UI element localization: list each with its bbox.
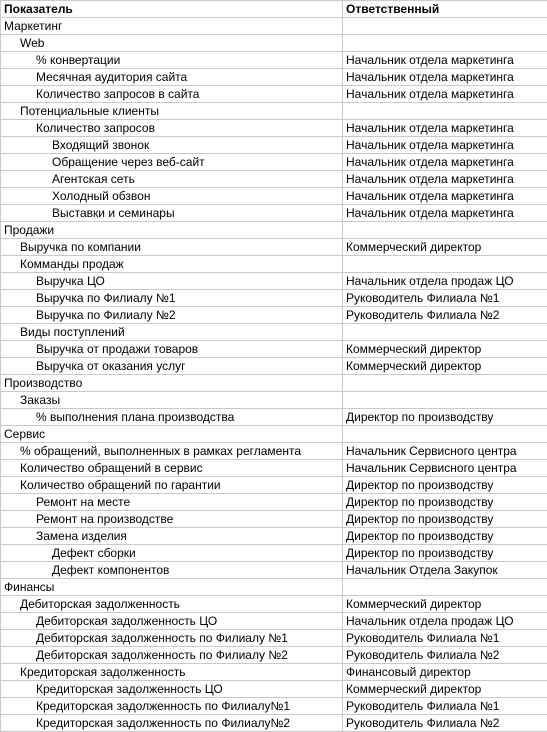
table-row xyxy=(1,239,547,256)
table-row xyxy=(1,205,547,222)
responsible-cell[interactable]: Руководитель Филиала №1 xyxy=(343,290,547,307)
indicator-cell[interactable]: Выручка от продажи товаров xyxy=(1,341,343,358)
table-row xyxy=(1,426,547,443)
indicator-cell[interactable]: Заказы xyxy=(1,392,343,409)
indicator-cell[interactable]: Выручка по Филиалу №2 xyxy=(1,307,343,324)
table-row xyxy=(1,545,547,562)
indicator-cell[interactable]: Финансы xyxy=(1,579,343,596)
table-row xyxy=(1,256,547,273)
responsible-cell[interactable] xyxy=(343,256,547,273)
table-row xyxy=(1,460,547,477)
responsible-cell[interactable]: Начальник отдела маркетинга xyxy=(343,137,547,154)
responsible-cell[interactable]: Начальник отдела продаж ЦО xyxy=(343,613,547,630)
indicator-cell[interactable]: Агентская сеть xyxy=(1,171,343,188)
table-row xyxy=(1,681,547,698)
indicator-cell[interactable]: Дефект компонентов xyxy=(1,562,343,579)
responsible-cell[interactable]: Директор по производству xyxy=(343,477,547,494)
responsible-cell[interactable] xyxy=(343,324,547,341)
responsible-cell[interactable]: Директор по производству xyxy=(343,545,547,562)
table-row xyxy=(1,375,547,392)
indicator-cell[interactable]: Виды поступлений xyxy=(1,324,343,341)
responsible-cell[interactable] xyxy=(343,35,547,52)
indicator-cell[interactable]: Количество запросов xyxy=(1,120,343,137)
table-row xyxy=(1,613,547,630)
responsible-cell[interactable]: Начальник отдела маркетинга xyxy=(343,171,547,188)
table-body xyxy=(1,18,547,732)
table-row xyxy=(1,188,547,205)
table-row xyxy=(1,698,547,715)
indicator-cell[interactable]: Дебиторская задолженность по Филиалу №1 xyxy=(1,630,343,647)
table-row xyxy=(1,477,547,494)
table-row xyxy=(1,562,547,579)
table-row xyxy=(1,409,547,426)
responsible-cell[interactable]: Начальник Сервисного центра xyxy=(343,443,547,460)
indicator-cell[interactable]: Web xyxy=(1,35,343,52)
indicator-cell[interactable]: Кредиторская задолженность ЦО xyxy=(1,681,343,698)
indicator-cell[interactable]: Дефект сборки xyxy=(1,545,343,562)
indicator-cell[interactable]: Дебиторская задолженность xyxy=(1,596,343,613)
table-row xyxy=(1,664,547,681)
responsible-cell[interactable]: Начальник Сервисного центра xyxy=(343,460,547,477)
table-row xyxy=(1,528,547,545)
responsible-cell[interactable]: Финансовый директор xyxy=(343,664,547,681)
responsible-cell[interactable]: Начальник отдела маркетинга xyxy=(343,205,547,222)
table-row xyxy=(1,18,547,35)
table-row xyxy=(1,511,547,528)
responsible-cell[interactable] xyxy=(343,103,547,120)
indicator-cell[interactable]: Кредиторская задолженность по Филиалу№2 xyxy=(1,715,343,732)
responsible-cell[interactable]: Директор по производству xyxy=(343,511,547,528)
table-row xyxy=(1,69,547,86)
responsible-cell[interactable]: Начальник отдела маркетинга xyxy=(343,52,547,69)
indicator-cell[interactable]: Сервис xyxy=(1,426,343,443)
indicator-cell[interactable]: Месячная аудитория сайта xyxy=(1,69,343,86)
indicator-cell[interactable]: Комманды продаж xyxy=(1,256,343,273)
responsible-cell[interactable]: Коммерческий директор xyxy=(343,681,547,698)
indicator-cell[interactable]: Ремонт на производстве xyxy=(1,511,343,528)
indicator-cell[interactable]: Входящий звонок xyxy=(1,137,343,154)
header-row xyxy=(1,1,547,18)
table-row xyxy=(1,154,547,171)
indicator-cell[interactable]: % обращений, выполненных в рамках регламента xyxy=(1,443,343,460)
indicator-cell[interactable]: Маркетинг xyxy=(1,18,343,35)
indicator-cell[interactable]: % конвертации xyxy=(1,52,343,69)
responsible-cell[interactable]: Руководитель Филиала №2 xyxy=(343,307,547,324)
responsible-cell[interactable]: Руководитель Филиала №1 xyxy=(343,630,547,647)
table-row xyxy=(1,579,547,596)
responsible-cell[interactable]: Директор по производству xyxy=(343,528,547,545)
indicator-cell[interactable]: Выручка от оказания услуг xyxy=(1,358,343,375)
responsible-cell[interactable] xyxy=(343,426,547,443)
indicator-cell[interactable]: Производство xyxy=(1,375,343,392)
table-row xyxy=(1,52,547,69)
indicator-cell[interactable]: Выручка по компании xyxy=(1,239,343,256)
responsible-cell[interactable] xyxy=(343,18,547,35)
responsible-cell[interactable]: Директор по производству xyxy=(343,494,547,511)
table-row xyxy=(1,392,547,409)
responsible-cell[interactable] xyxy=(343,375,547,392)
indicator-cell[interactable]: % выполнения плана производства xyxy=(1,409,343,426)
responsible-cell[interactable]: Директор по производству xyxy=(343,409,547,426)
responsible-cell[interactable]: Начальник отдела маркетинга xyxy=(343,69,547,86)
table-row xyxy=(1,35,547,52)
table-row xyxy=(1,443,547,460)
table-row xyxy=(1,171,547,188)
table-row xyxy=(1,630,547,647)
indicator-cell[interactable]: Потенциальные клиенты xyxy=(1,103,343,120)
indicator-cell[interactable]: Выставки и семинары xyxy=(1,205,343,222)
table-row xyxy=(1,647,547,664)
table-row xyxy=(1,358,547,375)
table-row xyxy=(1,86,547,103)
indicator-cell[interactable]: Дебиторская задолженность ЦО xyxy=(1,613,343,630)
indicator-cell[interactable]: Кредиторская задолженность по Филиалу№1 xyxy=(1,698,343,715)
responsible-cell[interactable] xyxy=(343,392,547,409)
responsible-cell[interactable]: Начальник отдела маркетинга xyxy=(343,188,547,205)
responsible-cell[interactable]: Начальник отдела маркетинга xyxy=(343,154,547,171)
responsible-cell[interactable]: Коммерческий директор xyxy=(343,358,547,375)
responsible-cell[interactable]: Коммерческий директор xyxy=(343,341,547,358)
indicator-cell[interactable]: Дебиторская задолженность по Филиалу №2 xyxy=(1,647,343,664)
indicator-cell[interactable]: Количество обращений по гарантии xyxy=(1,477,343,494)
responsible-cell[interactable]: Руководитель Филиала №1 xyxy=(343,698,547,715)
responsible-cell[interactable] xyxy=(343,222,547,239)
column-header-responsible[interactable]: Ответственный xyxy=(343,1,547,18)
table-row xyxy=(1,715,547,732)
indicator-cell[interactable]: Замена изделия xyxy=(1,528,343,545)
responsible-cell[interactable]: Начальник Отдела Закупок xyxy=(343,562,547,579)
table-row xyxy=(1,341,547,358)
responsible-cell[interactable]: Коммерческий директор xyxy=(343,596,547,613)
column-header-indicator[interactable]: Показатель xyxy=(1,1,343,18)
indicator-cell[interactable]: Кредиторская задолженность xyxy=(1,664,343,681)
table-row xyxy=(1,494,547,511)
indicator-cell[interactable]: Продажи xyxy=(1,222,343,239)
indicator-cell[interactable]: Выручка по Филиалу №1 xyxy=(1,290,343,307)
table-row xyxy=(1,137,547,154)
responsible-cell[interactable]: Руководитель Филиала №2 xyxy=(343,715,547,732)
indicator-cell[interactable]: Выручка ЦО xyxy=(1,273,343,290)
indicator-cell[interactable]: Количество запросов в сайта xyxy=(1,86,343,103)
table-row xyxy=(1,222,547,239)
indicator-cell[interactable]: Ремонт на месте xyxy=(1,494,343,511)
table-row xyxy=(1,120,547,137)
responsible-cell[interactable]: Начальник отдела маркетинга xyxy=(343,86,547,103)
table-row xyxy=(1,103,547,120)
table-row xyxy=(1,596,547,613)
indicator-cell[interactable]: Холодный обзвон xyxy=(1,188,343,205)
table-row xyxy=(1,324,547,341)
responsible-cell[interactable] xyxy=(343,579,547,596)
responsible-cell[interactable]: Коммерческий директор xyxy=(343,239,547,256)
responsible-cell[interactable]: Руководитель Филиала №2 xyxy=(343,647,547,664)
indicator-cell[interactable]: Количество обращений в сервис xyxy=(1,460,343,477)
table-row xyxy=(1,290,547,307)
table-row xyxy=(1,273,547,290)
indicator-cell[interactable]: Обращение через веб-сайт xyxy=(1,154,343,171)
responsible-cell[interactable]: Начальник отдела продаж ЦО xyxy=(343,273,547,290)
table-row xyxy=(1,307,547,324)
responsible-cell[interactable]: Начальник отдела маркетинга xyxy=(343,120,547,137)
